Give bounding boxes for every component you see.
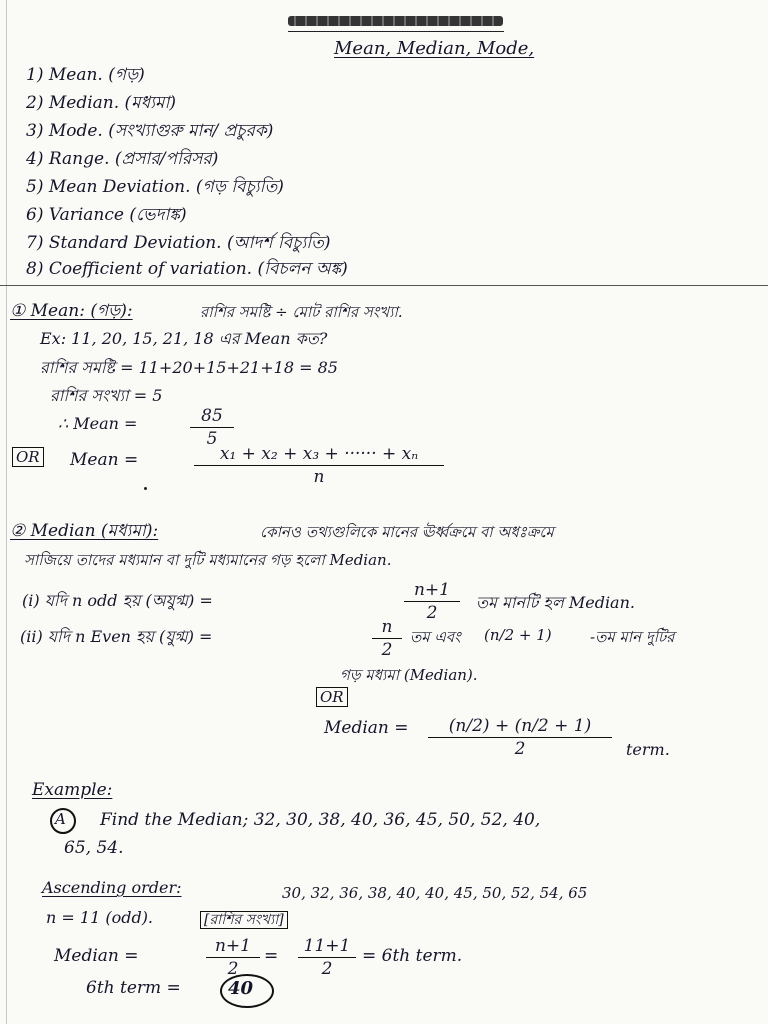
- fraction-numerator: n: [372, 617, 402, 639]
- fraction-denominator: 2: [227, 959, 239, 979]
- median-odd-fraction: [404, 580, 460, 623]
- median-even-paren: (n/2 + 1): [484, 626, 552, 644]
- topic-item: 2) Median. (মধ্যমা): [26, 93, 177, 113]
- fraction-numerator: n+1: [404, 580, 460, 602]
- fraction-denominator: 2: [381, 640, 393, 660]
- topic-item: 3) Mode. (সংখ্যাগুরু মান/ প্রচুরক): [26, 121, 274, 141]
- mean-formula-fraction: [194, 444, 444, 487]
- median-formula-label: Median =: [324, 718, 409, 738]
- ascending-label: Ascending order:: [42, 878, 182, 897]
- mean-result-label: ∴ Mean =: [58, 414, 138, 433]
- fraction-denominator: 2: [321, 959, 333, 979]
- mean-example: Ex: 11, 20, 15, 21, 18 এর Mean কত?: [40, 329, 328, 348]
- fraction-numerator: 85: [190, 406, 234, 428]
- equals-sign: =: [264, 946, 279, 966]
- median-formula-suffix: term.: [626, 740, 670, 759]
- or-box: OR: [12, 448, 44, 466]
- fraction-numerator: (n/2) + (n/2 + 1): [428, 716, 612, 738]
- page-title: Mean, Median, Mode,: [334, 38, 535, 59]
- ascending-values: 30, 32, 36, 38, 40, 40, 45, 50, 52, 54, 65: [282, 884, 588, 902]
- crossed-out-heading: [288, 16, 503, 26]
- answer-value: 40: [228, 978, 254, 999]
- median-calc-fraction-1: [206, 936, 260, 979]
- example-problem-line-1: Find the Median; 32, 30, 38, 40, 36, 45, 50, 52, 40,: [100, 810, 541, 830]
- mean-heading: ① Mean: (গড়):: [10, 301, 133, 321]
- median-even-suffix: -তম মান দুটির: [590, 628, 675, 646]
- fraction-denominator: 2: [514, 739, 526, 759]
- median-even-line-2: গড় মধ্যমা (Median).: [340, 666, 478, 684]
- median-even-mid: তম এবং: [410, 628, 461, 646]
- problem-label: A: [55, 810, 66, 828]
- sixth-term-label: 6th term =: [86, 978, 181, 998]
- mean-count-line: রাশির সংখ্যা = 5: [50, 386, 163, 405]
- fraction-denominator: 5: [206, 429, 218, 449]
- mean-definition: রাশির সমষ্টি ÷ মোট রাশির সংখ্যা.: [200, 303, 403, 321]
- topic-item: 5) Mean Deviation. (গড় বিচ্যুতি): [26, 177, 284, 197]
- median-definition-line-2: সাজিয়ে তাদের মধ্যমান বা দুটি মধ্যমানের গড় হলো Median.: [24, 551, 392, 569]
- median-odd-suffix: তম মানটি হল Median.: [476, 593, 635, 612]
- page-margin-line: [6, 0, 7, 1024]
- fraction-numerator: n+1: [206, 936, 260, 958]
- topic-item: 1) Mean. (গড়): [26, 65, 145, 85]
- fraction-numerator: x₁ + x₂ + x₃ + ······ + xₙ: [194, 444, 444, 466]
- ink-dot: [144, 487, 147, 490]
- example-problem-line-2: 65, 54.: [64, 838, 124, 858]
- topic-item: 8) Coefficient of variation. (বিচলন অঙ্ক): [26, 259, 348, 279]
- topic-item: 6) Variance (ভেদাঙ্ক): [26, 205, 187, 225]
- section-divider: [0, 285, 768, 286]
- fraction-numerator: 11+1: [298, 936, 356, 958]
- median-calc-fraction-2: [298, 936, 356, 979]
- median-even-case: (ii) যদি n Even হয় (যুগ্ম) =: [20, 627, 213, 646]
- median-even-fraction: [372, 617, 402, 660]
- n-note: [রাশির সংখ্যা]: [200, 908, 288, 932]
- median-calc-label: Median =: [54, 946, 139, 966]
- fraction-denominator: 2: [426, 603, 438, 623]
- mean-formula-label: Mean =: [70, 450, 139, 470]
- heading-underline: [288, 31, 504, 32]
- mean-result-fraction: [190, 406, 234, 449]
- fraction-denominator: n: [313, 467, 325, 487]
- median-calc-result: = 6th term.: [362, 946, 463, 966]
- topic-item: 7) Standard Deviation. (আদর্শ বিচ্যুতি): [26, 233, 331, 253]
- n-value: n = 11 (odd).: [46, 908, 154, 927]
- median-heading: ② Median (মধ্যমা):: [10, 521, 159, 541]
- mean-sum-line: রাশির সমষ্টি = 11+20+15+21+18 = 85: [40, 358, 338, 377]
- or-box: OR: [316, 688, 348, 706]
- median-odd-case: (i) যদি n odd হয় (অযুগ্ম) =: [22, 591, 213, 610]
- topic-item: 4) Range. (প্রসার/পরিসর): [26, 149, 219, 169]
- example-heading: Example:: [32, 780, 113, 800]
- median-formula-fraction: [428, 716, 612, 759]
- median-definition-line-1: কোনও তথ্যগুলিকে মানের ঊর্ধ্বক্রমে বা অধঃক্রমে: [260, 523, 554, 541]
